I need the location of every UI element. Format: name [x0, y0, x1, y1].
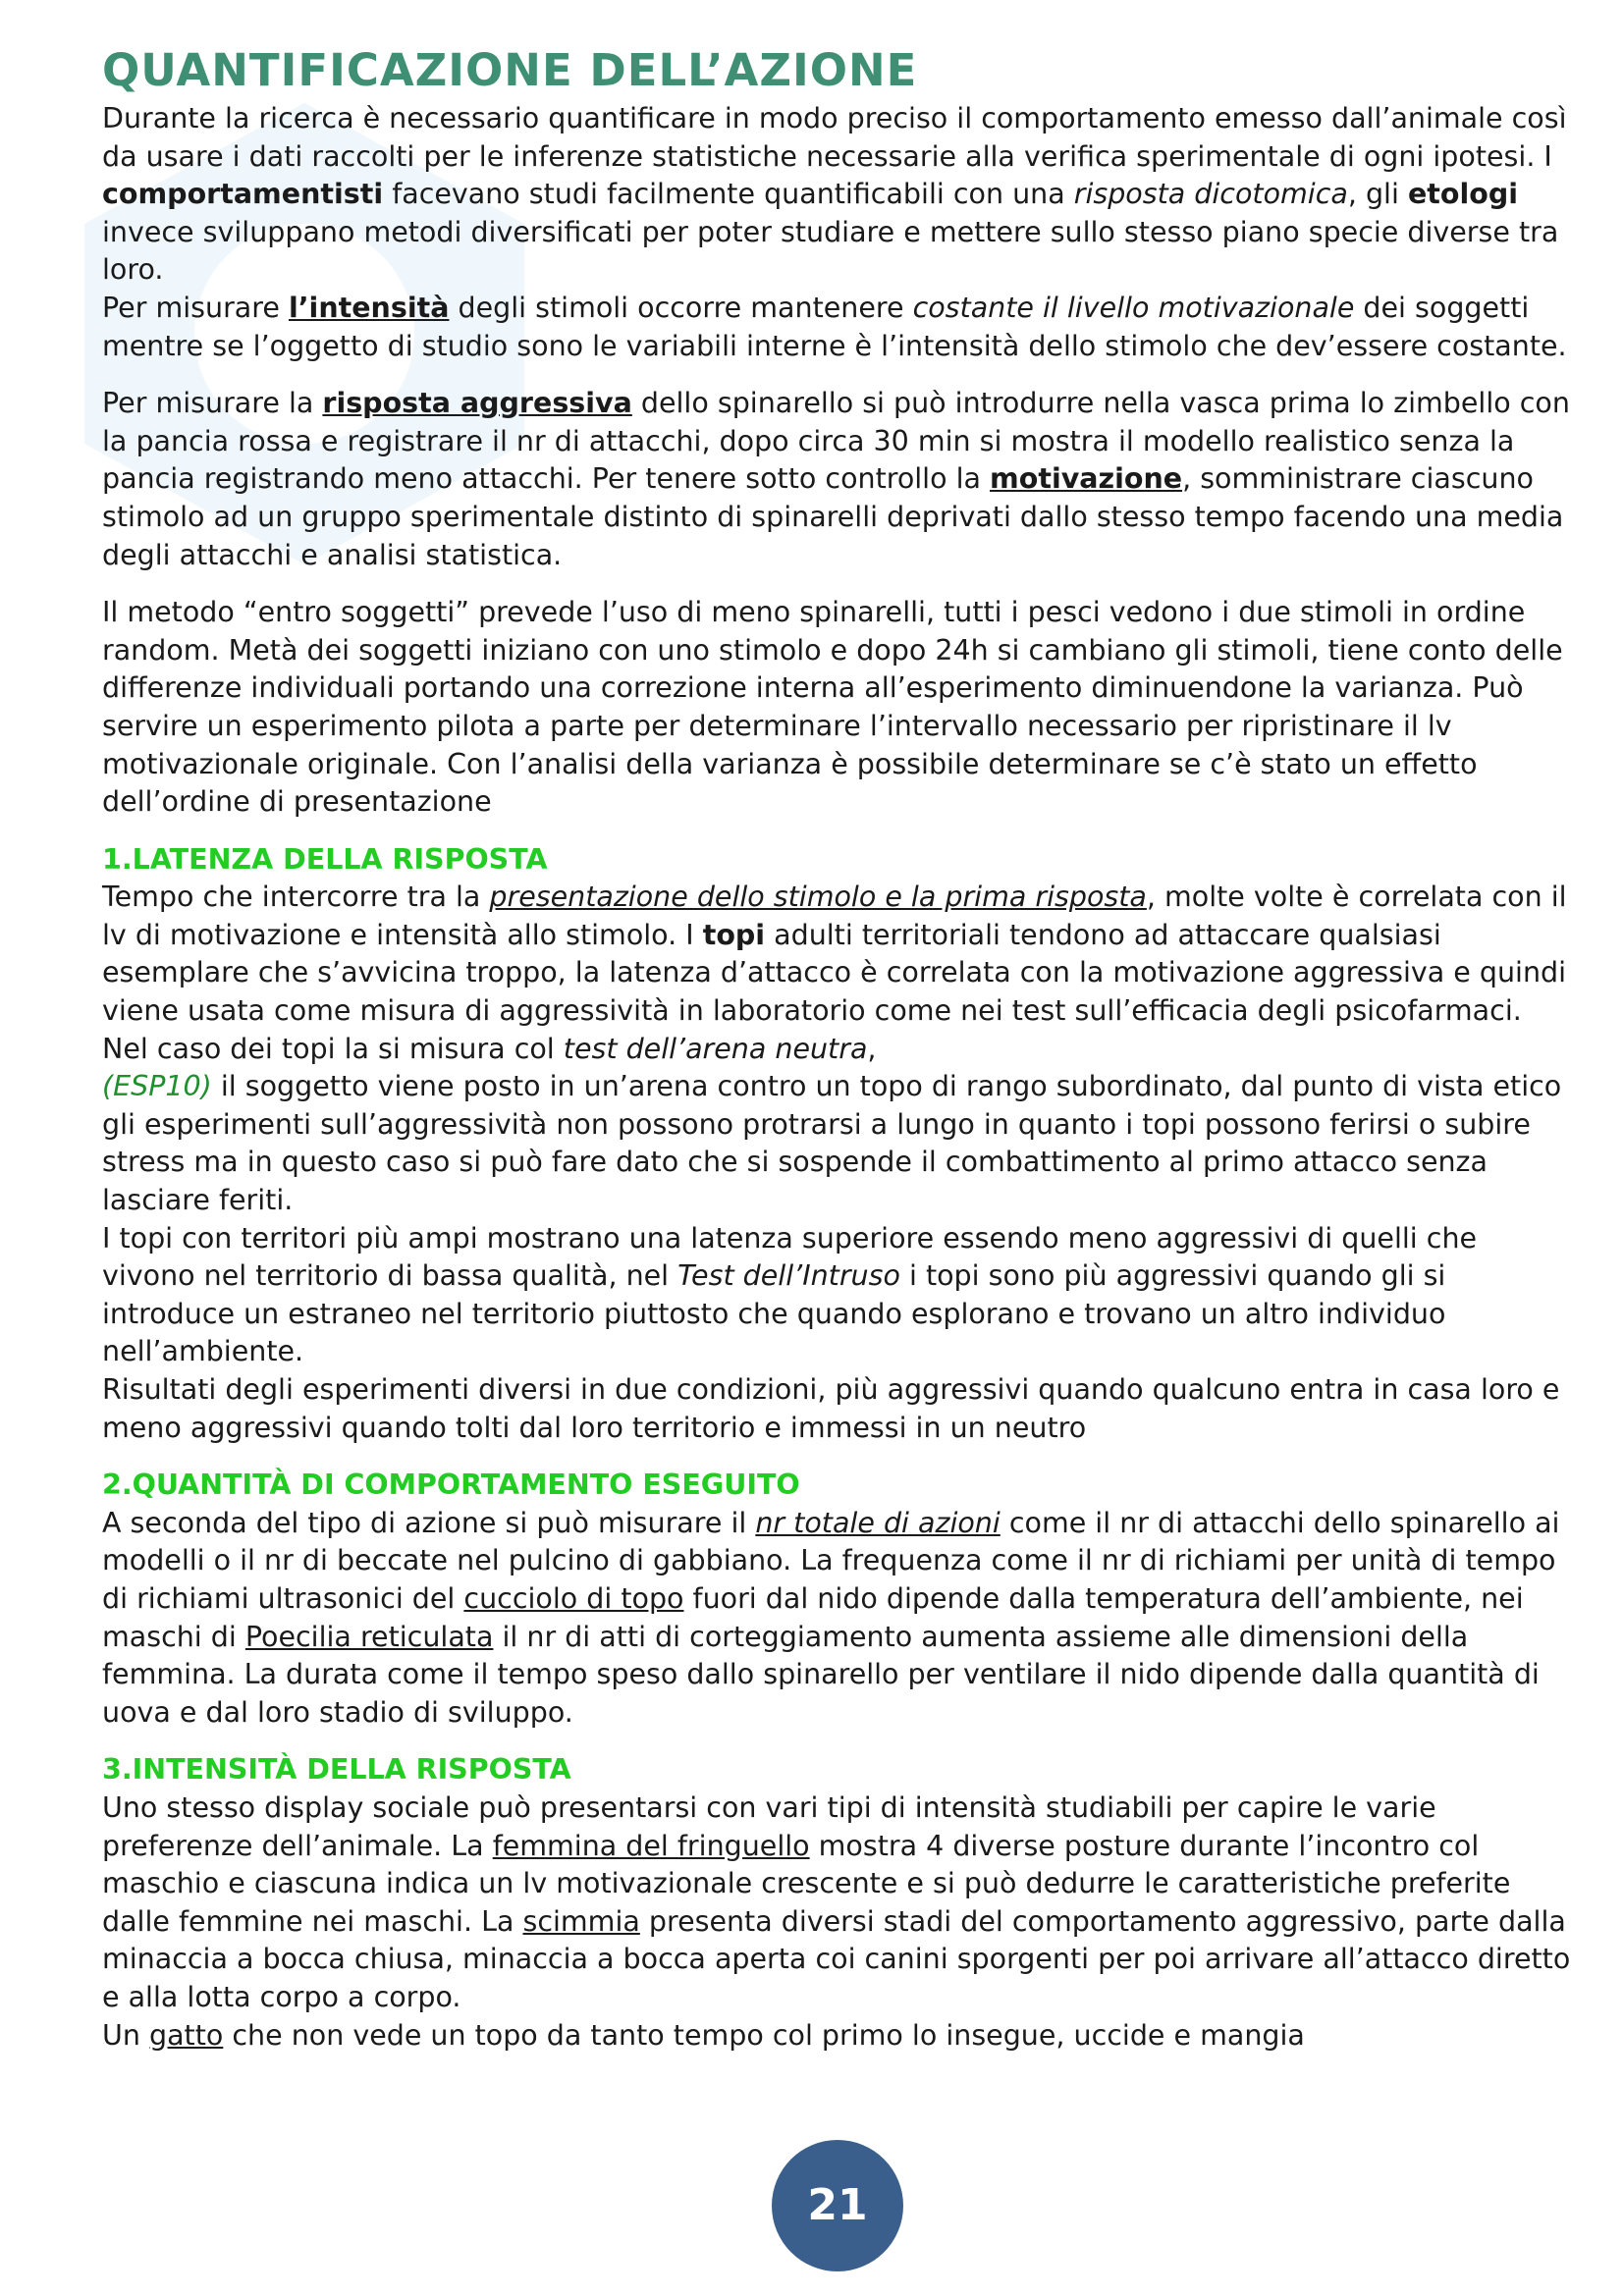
- section-heading-quantita: 2.QUANTITÀ DI COMPORTAMENTO ESEGUITO: [102, 1468, 800, 1502]
- document-page: [102, 43, 1575, 2055]
- section1-paragraph-2: I topi con territori più ampi mostrano una latenza superiore essendo meno aggressivi di quelli che vivono nel territorio di bassa qualità, nel Test dell’Intruso i topi sono più aggressivi quando gli si introduce un estraneo nel territorio piuttosto che quando esplorano e trovano un altro individuo nell’ambiente.: [102, 1221, 1478, 1368]
- page-number-badge: 21: [772, 2140, 903, 2271]
- section-heading-intensita: 3.INTENSITÀ DELLA RISPOSTA: [102, 1753, 571, 1787]
- section3-paragraph-2: Un gatto che non vede un topo da tanto tempo col primo lo insegue, uccide e mangia: [102, 2018, 1305, 2052]
- section1-paragraph-1: Tempo che intercorre tra la presentazione dello stimolo e la prima risposta, molte volte è correlata con il lv di motivazione e intensità allo stimolo. I topi adulti territoriali tendono ad attaccare qualsiasi esemplare che s’avvicina troppo, la latenza d’attacco è correlata con la motivazione aggressiva e quindi viene usata come misura di aggressività in laboratorio come nei test sull’efficacia degli psicofarmaci. Nel caso dei topi la si misura col test dell’arena neutra, (ESP10) il soggetto viene posto in un’arena contro un topo di rango subordinato, dal punto di vista etico gli esperimenti sull’aggressività non possono protrarsi a lungo in quanto i topi possono ferirsi o subire stress ma in questo caso si può fare dato che si sospende il combattimento al primo attacco senza lasciare feriti.: [102, 881, 1567, 1217]
- intro-paragraph-1: Durante la ricerca è necessario quantificare in modo preciso il comportamento emesso dall’animale così da usare i dati raccolti per le inferenze statistiche necessarie alla verifica sperimentale di ogni ipotesi. I comportamentisti facevano studi facilmente quantificabili con una risposta dicotomica, gli etologi invece sviluppano metodi diversificati per poter studiare e mettere sullo stesso piano specie diverse tra loro.: [102, 102, 1567, 287]
- section-heading-latenza: 1.LATENZA DELLA RISPOSTA: [102, 842, 548, 876]
- page-title: QUANTIFICAZIONE DELL’AZIONE: [102, 44, 918, 96]
- intro-paragraph-3: Per misurare la risposta aggressiva dello spinarello si può introdurre nella vasca prima lo zimbello con la pancia rossa e registrare il nr di attacchi, dopo circa 30 min si mostra il modello realistico senza la pancia registrando meno attacchi. Per tenere sotto controllo la motivazione, somministrare ciascuno stimolo ad un gruppo sperimentale distinto di spinarelli deprivati dallo stesso tempo facendo una media degli attacchi e analisi statistica.: [102, 387, 1570, 571]
- intro-paragraph-4: Il metodo “entro soggetti” prevede l’uso di meno spinarelli, tutti i pesci vedono i due stimoli in ordine random. Metà dei soggetti iniziano con uno stimolo e dopo 24h si cambiano gli stimoli, tiene conto delle differenze individuali portando una correzione interna all’esperimento diminuendone la varianza. Può servire un esperimento pilota a parte per determinare l’intervallo necessario per ripristinare il lv motivazionale originale. Con l’analisi della varianza è possibile determinare se c’è stato un effetto dell’ordine di presentazione: [102, 596, 1563, 819]
- intro-paragraph-2: Per misurare l’intensità degli stimoli occorre mantenere costante il livello motivazionale dei soggetti mentre se l’oggetto di studio sono le variabili interne è l’intensità dello stimolo che dev’essere costante.: [102, 291, 1567, 362]
- section3-paragraph-1: Uno stesso display sociale può presentarsi con vari tipi di intensità studiabili per capire le varie preferenze dell’animale. La femmina del fringuello mostra 4 diverse posture durante l’incontro col maschio e ciascuna indica un lv motivazionale crescente e si può dedurre le caratteristiche preferite dalle femmine nei maschi. La scimmia presenta diversi stadi del comportamento aggressivo, parte dalla minaccia a bocca chiusa, minaccia a bocca aperta coi canini sporgenti per poi arrivare all’attacco diretto e alla lotta corpo a corpo.: [102, 1790, 1571, 2013]
- section2-paragraph: A seconda del tipo di azione si può misurare il nr totale di azioni come il nr di attacchi dello spinarello ai modelli o il nr di beccate nel pulcino di gabbiano. La frequenza come il nr di richiami per unità di tempo di richiami ultrasonici del cucciolo di topo fuori dal nido dipende dalla temperatura dell’ambiente, nei maschi di Poecilia reticulata il nr di atti di corteggiamento aumenta assieme alle dimensioni della femmina. La durata come il tempo speso dallo spinarello per ventilare il nido dipende dalla quantità di uova e dal loro stadio di sviluppo.: [102, 1506, 1560, 1729]
- section1-paragraph-3: Risultati degli esperimenti diversi in due condizioni, più aggressivi quando qualcuno entra in casa loro e meno aggressivi quando tolti dal loro territorio e immessi in un neutro: [102, 1373, 1560, 1444]
